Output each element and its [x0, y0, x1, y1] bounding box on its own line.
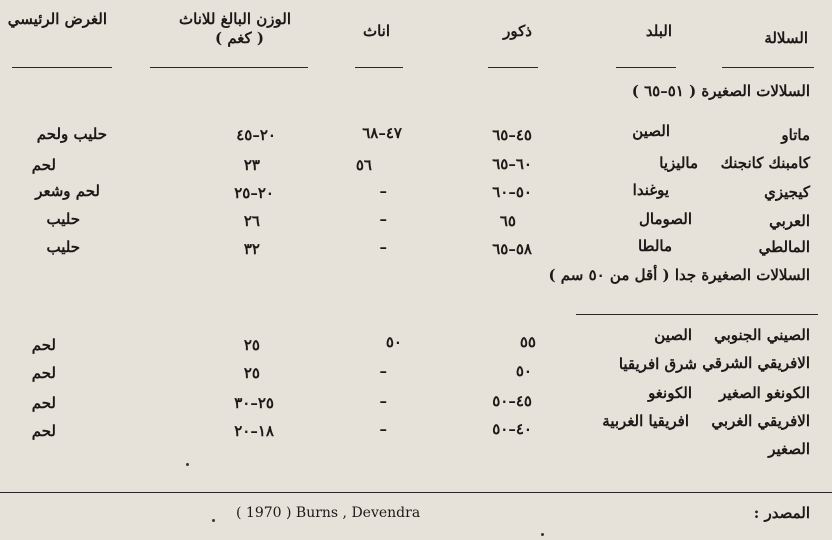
row-purpose: حليب	[46, 210, 80, 228]
row-purpose: لحم	[31, 336, 56, 354]
section-divider	[576, 314, 818, 315]
header-rule-females	[355, 67, 403, 68]
row-purpose: لحم	[31, 394, 56, 412]
header-weight: الوزن البالغ للاناث	[179, 10, 291, 28]
row-purpose: لحم	[31, 364, 56, 382]
row-country: الكونغو	[648, 384, 692, 402]
row-females: ٥٠	[385, 333, 402, 351]
row-breed: الافريقي الغربي	[711, 412, 810, 430]
header-rule-country	[616, 67, 676, 68]
row-breed: الصيني الجنوبي	[714, 326, 810, 344]
row-country: يوغندا	[632, 181, 669, 199]
header-rule-purpose	[12, 67, 112, 68]
row-country: مالطا	[637, 237, 672, 255]
row-breed: كيجيزي	[764, 183, 810, 201]
row-males: ٦٠–٦٥	[492, 155, 532, 173]
row-weight: ١٨–٢٠	[234, 422, 274, 440]
row-purpose: لحم	[31, 422, 56, 440]
scan-speck	[541, 533, 544, 536]
header-rule-weight	[150, 67, 308, 68]
row-males: ٥٠	[515, 362, 532, 380]
header-males: ذكور	[503, 22, 532, 40]
row-females: –	[379, 210, 387, 228]
row-males: ٤٠–٥٠	[492, 420, 532, 438]
scan-speck	[186, 463, 189, 466]
header-females: اناث	[362, 22, 390, 40]
row-breed: المالطي	[758, 238, 810, 256]
row-weight: ٢٠–٢٥	[234, 184, 274, 202]
row-weight: ٣٢	[243, 240, 260, 258]
header-country: البلد	[645, 22, 672, 40]
row-weight: ٢٣	[243, 156, 260, 174]
row-country: الصومال	[639, 210, 692, 228]
row-weight: ٢٥	[243, 336, 260, 354]
row-breed: ماتاو	[781, 126, 810, 144]
trailing-word: الصغير	[768, 440, 810, 458]
row-breed: العربي	[769, 212, 810, 230]
row-country: الصين	[632, 122, 670, 140]
row-females: ٥٦	[355, 156, 372, 174]
row-breed: الافريقي الشرقي	[702, 354, 810, 372]
row-purpose: حليب ولحم	[36, 125, 107, 143]
row-country: شرق افريقيا	[618, 355, 697, 373]
header-purpose: الغرض الرئيسي	[7, 10, 107, 28]
scan-speck	[212, 519, 215, 522]
row-breed: الكونغو الصغير	[719, 384, 810, 402]
row-males: ٤٥–٥٠	[492, 392, 532, 410]
row-females: ٤٧–٦٨	[362, 124, 402, 142]
row-weight: ٢٥–٣٠	[234, 394, 274, 412]
row-males: ٦٥	[499, 212, 516, 230]
row-weight: ٢٦	[243, 212, 260, 230]
header-rule-males	[488, 67, 538, 68]
row-purpose: لحم	[31, 156, 56, 174]
section-title-very-small-breeds: السلالات الصغيرة جدا ( أقل من ٥٠ سم )	[548, 266, 810, 284]
row-country: الصين	[654, 326, 692, 344]
row-country: ماليزيا	[659, 154, 698, 172]
row-breed: كامبنك كانجنك	[720, 154, 810, 172]
row-females: –	[379, 362, 387, 380]
source-citation: ( 1970 ) Burns , Devendra	[236, 505, 421, 521]
header-rule-breed	[722, 67, 814, 68]
row-males: ٤٥–٦٥	[492, 126, 532, 144]
source-label: المصدر :	[753, 504, 810, 522]
header-breed: السلالة	[764, 29, 808, 47]
row-females: –	[379, 238, 387, 256]
row-females: –	[379, 420, 387, 438]
header-weight-unit: ( كغم )	[215, 29, 264, 47]
row-males: ٥٥	[519, 333, 536, 351]
row-purpose: لحم وشعر	[35, 182, 100, 200]
row-females: –	[379, 392, 387, 410]
row-weight: ٢٠–٤٥	[236, 126, 276, 144]
row-males: ٥٠–٦٠	[492, 183, 532, 201]
footer-rule	[0, 492, 832, 493]
row-weight: ٢٥	[243, 364, 260, 382]
section-title-small-breeds: السلالات الصغيرة ( ٥١–٦٥ )	[631, 82, 810, 100]
row-country: افريقيا الغربية	[602, 412, 689, 430]
row-females: –	[379, 182, 387, 200]
row-purpose: حليب	[46, 238, 80, 256]
row-males: ٥٨–٦٥	[492, 240, 532, 258]
